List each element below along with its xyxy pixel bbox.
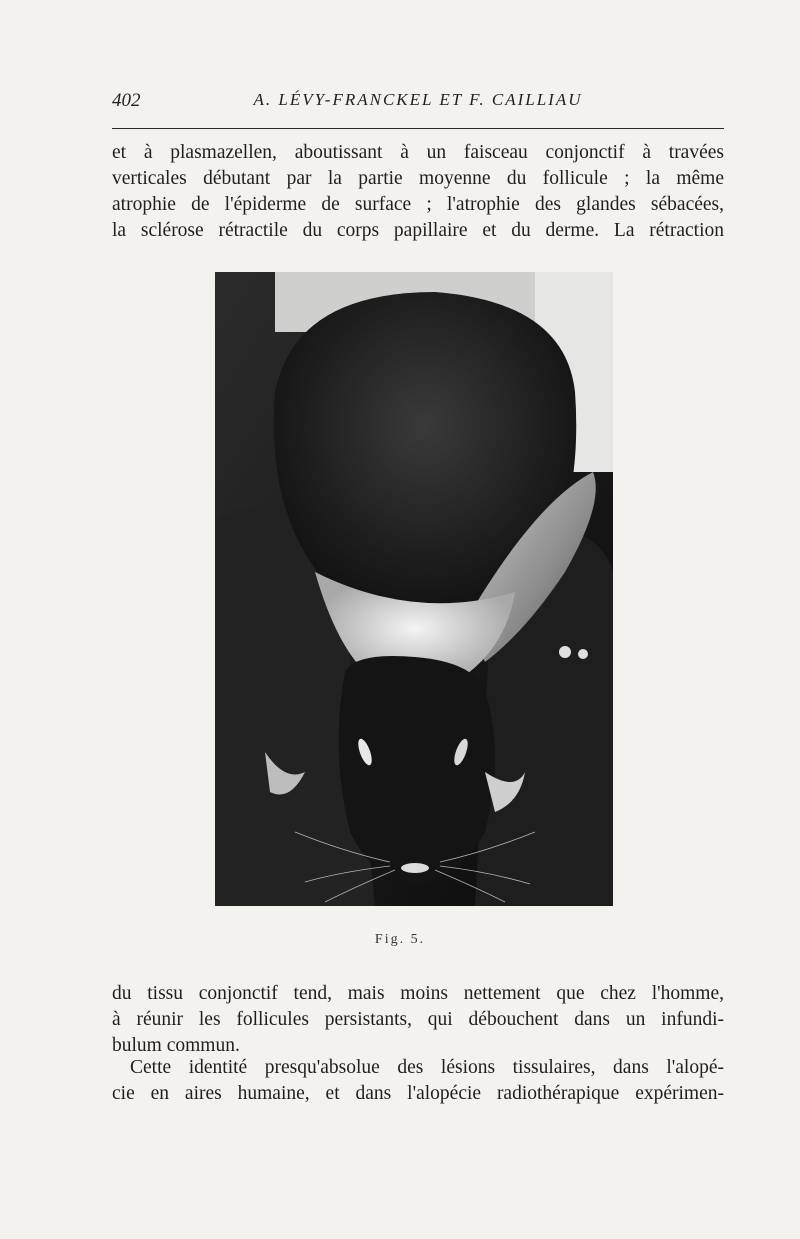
paragraph-bottom xyxy=(112,1055,724,1107)
text-line: cie en aires humaine, et dans l'alopécie radiothérapique expérimen- xyxy=(112,1083,724,1104)
text-line: et à plasmazellen, aboutissant à un faisceau conjonctif à travées xyxy=(112,142,724,163)
running-head: A. LÉVY-FRANCKEL ET F. CAILLIAU xyxy=(253,90,583,109)
text-line: verticales débutant par la partie moyenne du follicule ; la même xyxy=(112,168,724,189)
text-line: à réunir les follicules persistants, qui débouchent dans un infundi- xyxy=(112,1009,724,1030)
figure-photograph xyxy=(215,272,613,906)
paragraph-middle xyxy=(112,981,724,1059)
header-rule xyxy=(112,128,724,129)
text-line: du tissu conjonctif tend, mais moins nettement que chez l'homme, xyxy=(112,983,724,1004)
page-number: 402 xyxy=(112,90,141,111)
text-line: bulum commun. xyxy=(112,1035,240,1056)
paragraph-top xyxy=(112,140,724,244)
text-line: la sclérose rétractile du corps papillaire et du derme. La rétraction xyxy=(112,220,724,241)
text-line: Cette identité presqu'absolue des lésions tissulaires, dans l'alopé- xyxy=(130,1057,724,1078)
rabbit-photo-illustration xyxy=(215,272,613,906)
figure-caption: Fig. 5. xyxy=(374,932,426,947)
page-header xyxy=(112,88,724,116)
text-line: atrophie de l'épiderme de surface ; l'atrophie des glandes sébacées, xyxy=(112,194,724,215)
